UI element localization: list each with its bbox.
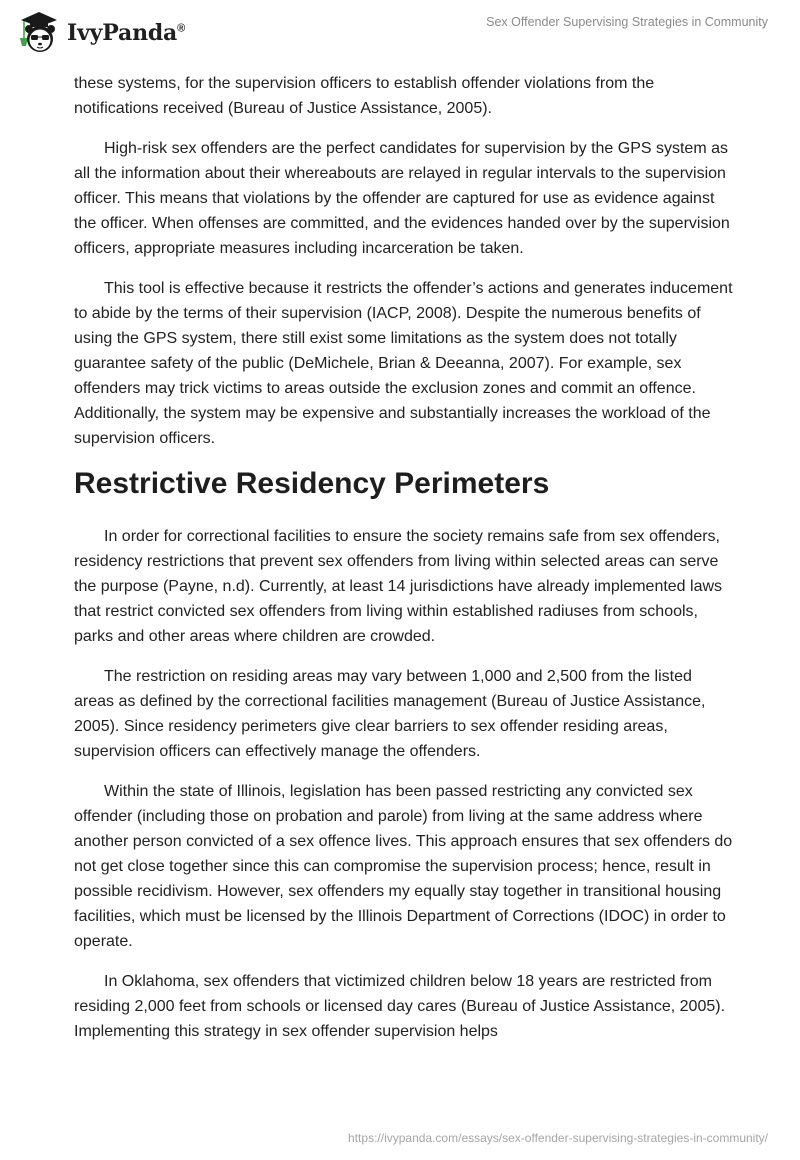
paragraph: In order for correctional facilities to ensure the society remains safe from sex offenders, residency restrictions that prevent sex offenders from living within selected areas can serve the purpose (Payne, n.d). Currently, at least 14 jurisdictions have already implemented laws that restrict convicted sex offenders from living within established radiuses from schools, parks and other areas where children are crowded.: [74, 528, 723, 645]
document-title: Sex Offender Supervising Strategies in Community: [486, 15, 768, 29]
registered-mark: ®: [177, 22, 186, 35]
paragraph: these systems, for the supervision officers to establish offender violations from the notifications received (Bureau of Justice Assistance, 2005).: [74, 75, 655, 117]
paragraph: This tool is effective because it restricts the offender’s actions and generates inducement to abide by the terms of their supervision (IACP, 2008). Despite the numerous benefits of using the GPS system, there still exist some limitations as the system does not totally guarantee safety of the public (DeMichele, Brian & Deeanna, 2007). For example, sex offenders may trick victims to areas outside the exclusion zones and commit an offence. Additionally, the system may be expensive and substantially increases the workload of the supervision officers.: [74, 280, 733, 447]
panda-graduate-icon: [17, 8, 61, 54]
page-header: [0, 0, 800, 62]
paragraph: High-risk sex offenders are the perfect candidates for supervision by the GPS system as all the information about their whereabouts are relayed in regular intervals to the supervision officer. This means that violations by the offender are captured for use as evidence against the officer. When offenses are committed, and the evidences handed over by the supervision officers, appropriate measures including incarceration be taken.: [74, 140, 730, 257]
paragraph: In Oklahoma, sex offenders that victimized children below 18 years are restricted from residing 2,000 feet from schools or licensed day cares (Bureau of Justice Assistance, 2005). Implementing this strategy in sex offender supervision helps: [74, 973, 726, 1040]
logo-wordmark: IvyPanda: [67, 20, 178, 46]
essay-body: [74, 71, 734, 1059]
paragraph: Within the state of Illinois, legislation has been passed restricting any convicted sex offender (including those on probation and parole) from living at the same address where another person convicted of a sex offence lives. This approach ensures that sex offenders do not get close together since this can compromise the supervision process; hence, result in possible recidivism. However, sex offenders my equally stay together in transitional housing facilities, which must be licensed by the Illinois Department of Corrections (IDOC) in order to operate.: [74, 783, 733, 950]
paragraph: The restriction on residing areas may vary between 1,000 and 2,500 from the listed areas as defined by the correctional facilities management (Bureau of Justice Assistance, 2005). Since residency perimeters give clear barriers to sex offender residing areas, supervision officers can effectively manage the offenders.: [74, 668, 706, 760]
source-url[interactable]: https://ivypanda.com/essays/sex-offender-supervising-strategies-in-community/: [348, 1131, 768, 1145]
section-heading: Restrictive Residency Perimeters: [74, 467, 550, 500]
logo-text: [67, 20, 185, 46]
ivypanda-logo[interactable]: [17, 8, 185, 54]
